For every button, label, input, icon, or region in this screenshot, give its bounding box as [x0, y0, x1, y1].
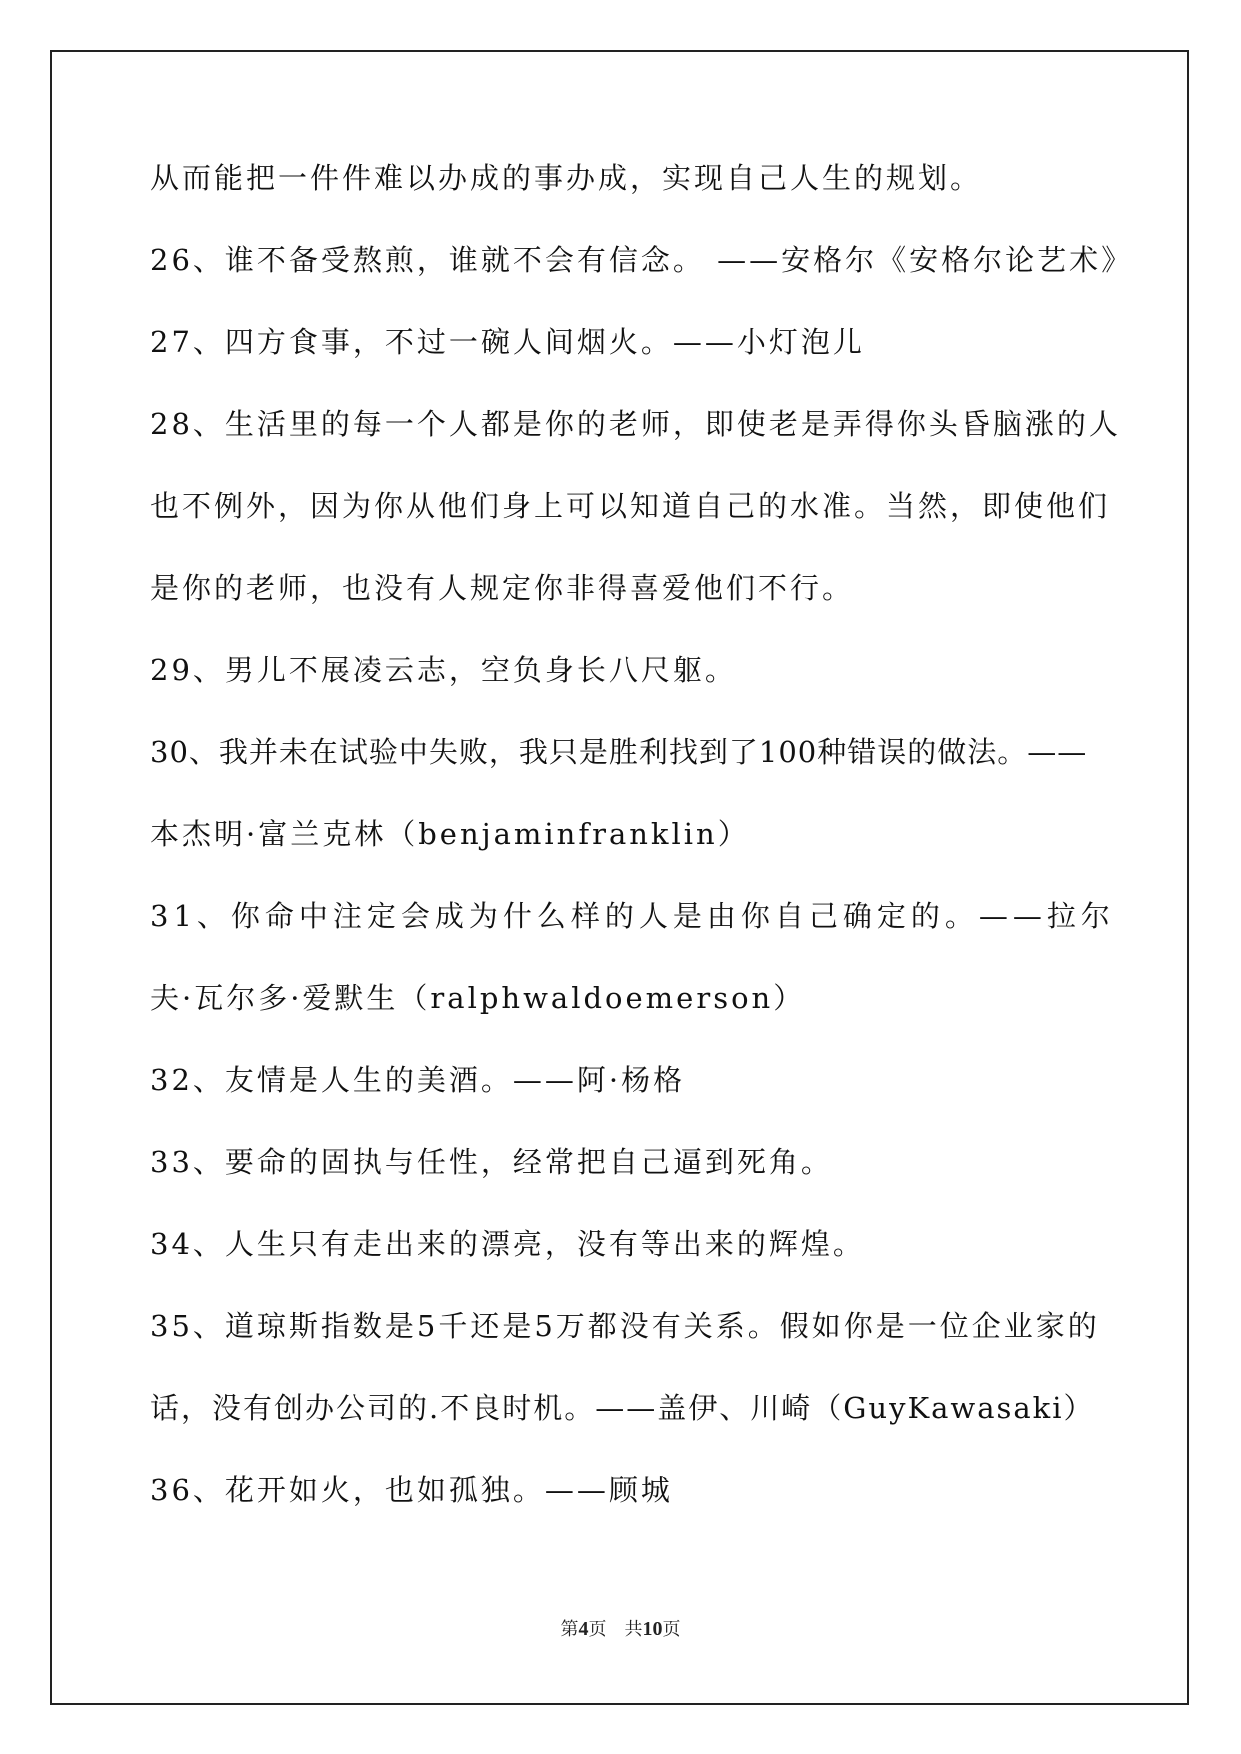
footer-suffix: 页: [662, 1619, 681, 1640]
quote-35: 35、道琼斯指数是5千还是5万都没有关系。假如你是一位企业家的: [150, 1309, 1100, 1343]
text-line: 从而能把一件件难以办成的事办成，实现自己人生的规划。: [150, 161, 983, 195]
quote-26: 26、谁不备受熬煎，谁就不会有信念。 ——安格尔《安格尔论艺术》: [150, 243, 1134, 277]
footer-middle: 页 共: [588, 1619, 643, 1640]
text-line: 本杰明·富兰克林（benjaminfranklin）: [150, 817, 750, 851]
text-line: 是你的老师，也没有人规定你非得喜爱他们不行。: [150, 571, 855, 605]
quote-33: 33、要命的固执与任性，经常把自己逼到死角。: [150, 1145, 833, 1179]
quote-28: 28、生活里的每一个人都是你的老师，即使老是弄得你头昏脑涨的人: [150, 407, 1121, 441]
document-body: [150, 160, 1134, 1554]
quote-27: 27、四方食事，不过一碗人间烟火。——小灯泡儿: [150, 325, 865, 359]
page-footer: [0, 1615, 1241, 1641]
quote-36: 36、花开如火，也如孤独。——顾城: [150, 1473, 673, 1507]
footer-prefix: 第: [560, 1619, 579, 1640]
quote-31: 31、你命中注定会成为什么样的人是由你自己确定的。——拉尔: [150, 899, 1115, 933]
quote-34: 34、人生只有走出来的漂亮，没有等出来的辉煌。: [150, 1227, 865, 1261]
quote-32: 32、友情是人生的美酒。——阿·杨格: [150, 1063, 686, 1097]
text-line: 话，没有创办公司的.不良时机。——盖伊、川崎（GuyKawasaki）: [150, 1391, 1095, 1425]
text-line: 夫·瓦尔多·爱默生（ralphwaldoemerson）: [150, 981, 806, 1015]
current-page-number: 4: [578, 1618, 589, 1640]
quote-29: 29、男儿不展凌云志，空负身长八尺躯。: [150, 653, 737, 687]
text-line: 也不例外，因为你从他们身上可以知道自己的水准。当然，即使他们: [150, 489, 1111, 523]
quote-30: 30、我并未在试验中失败，我只是胜利找到了100种错误的做法。——: [150, 735, 1088, 769]
total-page-number: 10: [642, 1618, 663, 1640]
